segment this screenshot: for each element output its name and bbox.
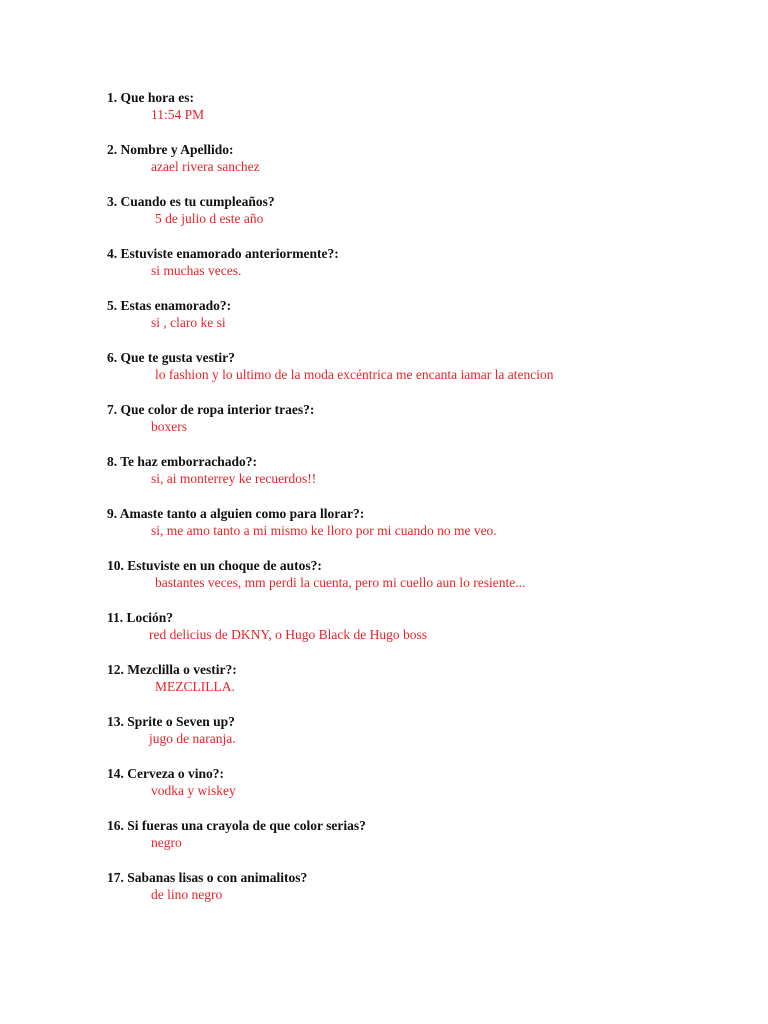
qa-item (107, 869, 747, 921)
question-text: 5. Estas enamorado?: (107, 298, 232, 313)
question-text: 4. Estuviste enamorado anteriormente?: (107, 246, 339, 261)
qa-item (107, 245, 747, 297)
question-text: 7. Que color de ropa interior traes?: (107, 402, 315, 417)
question-text: 11. Loción? (107, 610, 174, 625)
qa-item (107, 193, 747, 245)
question-text: 12. Mezclilla o vestir?: (107, 662, 237, 677)
answer-text: boxers (151, 419, 187, 434)
answer-text: vodka y wiskey (151, 783, 236, 798)
qa-item (107, 297, 747, 349)
qa-item (107, 89, 747, 141)
qa-item (107, 817, 747, 869)
answer-text: negro (151, 835, 182, 850)
question-text: 10. Estuviste en un choque de autos?: (107, 558, 322, 573)
qa-item (107, 453, 747, 505)
question-text: 8. Te haz emborrachado?: (107, 454, 257, 469)
question-text: 3. Cuando es tu cumpleaños? (107, 194, 275, 209)
qa-item (107, 609, 747, 661)
qa-item (107, 557, 747, 609)
answer-text: red delicius de DKNY, o Hugo Black de Hugo boss (149, 627, 427, 642)
qa-item (107, 765, 747, 817)
answer-text: azael rivera sanchez (151, 159, 260, 174)
question-text: 2. Nombre y Apellido: (107, 142, 234, 157)
qa-item (107, 505, 747, 557)
answer-text: 5 de julio d este año (155, 211, 264, 226)
answer-text: si, me amo tanto a mi mismo ke lloro por mi cuando no me veo. (151, 523, 497, 538)
qa-item (107, 713, 747, 765)
qa-item (107, 349, 747, 401)
answer-text: si muchas veces. (151, 263, 242, 278)
answer-text: jugo de naranja. (149, 731, 236, 746)
answer-text: lo fashion y lo ultimo de la moda excéntrica me encanta iamar la atencion (155, 367, 554, 382)
questionnaire-list (107, 89, 747, 921)
qa-item (107, 661, 747, 713)
question-text: 16. Si fueras una crayola de que color serias? (107, 818, 366, 833)
answer-text: bastantes veces, mm perdi la cuenta, pero mi cuello aun lo resiente... (155, 575, 526, 590)
answer-text: 11:54 PM (151, 107, 205, 122)
question-text: 9. Amaste tanto a alguien como para llorar?: (107, 506, 365, 521)
question-text: 1. Que hora es: (107, 90, 194, 105)
question-text: 14. Cerveza o vino?: (107, 766, 224, 781)
answer-text: si , claro ke si (151, 315, 226, 330)
qa-item (107, 141, 747, 193)
answer-text: MEZCLILLA. (155, 679, 235, 694)
answer-text: de lino negro (151, 887, 223, 902)
question-text: 6. Que te gusta vestir? (107, 350, 235, 365)
question-text: 13. Sprite o Seven up? (107, 714, 235, 729)
question-text: 17. Sabanas lisas o con animalitos? (107, 870, 308, 885)
answer-text: si, ai monterrey ke recuerdos!! (151, 471, 317, 486)
qa-item (107, 401, 747, 453)
